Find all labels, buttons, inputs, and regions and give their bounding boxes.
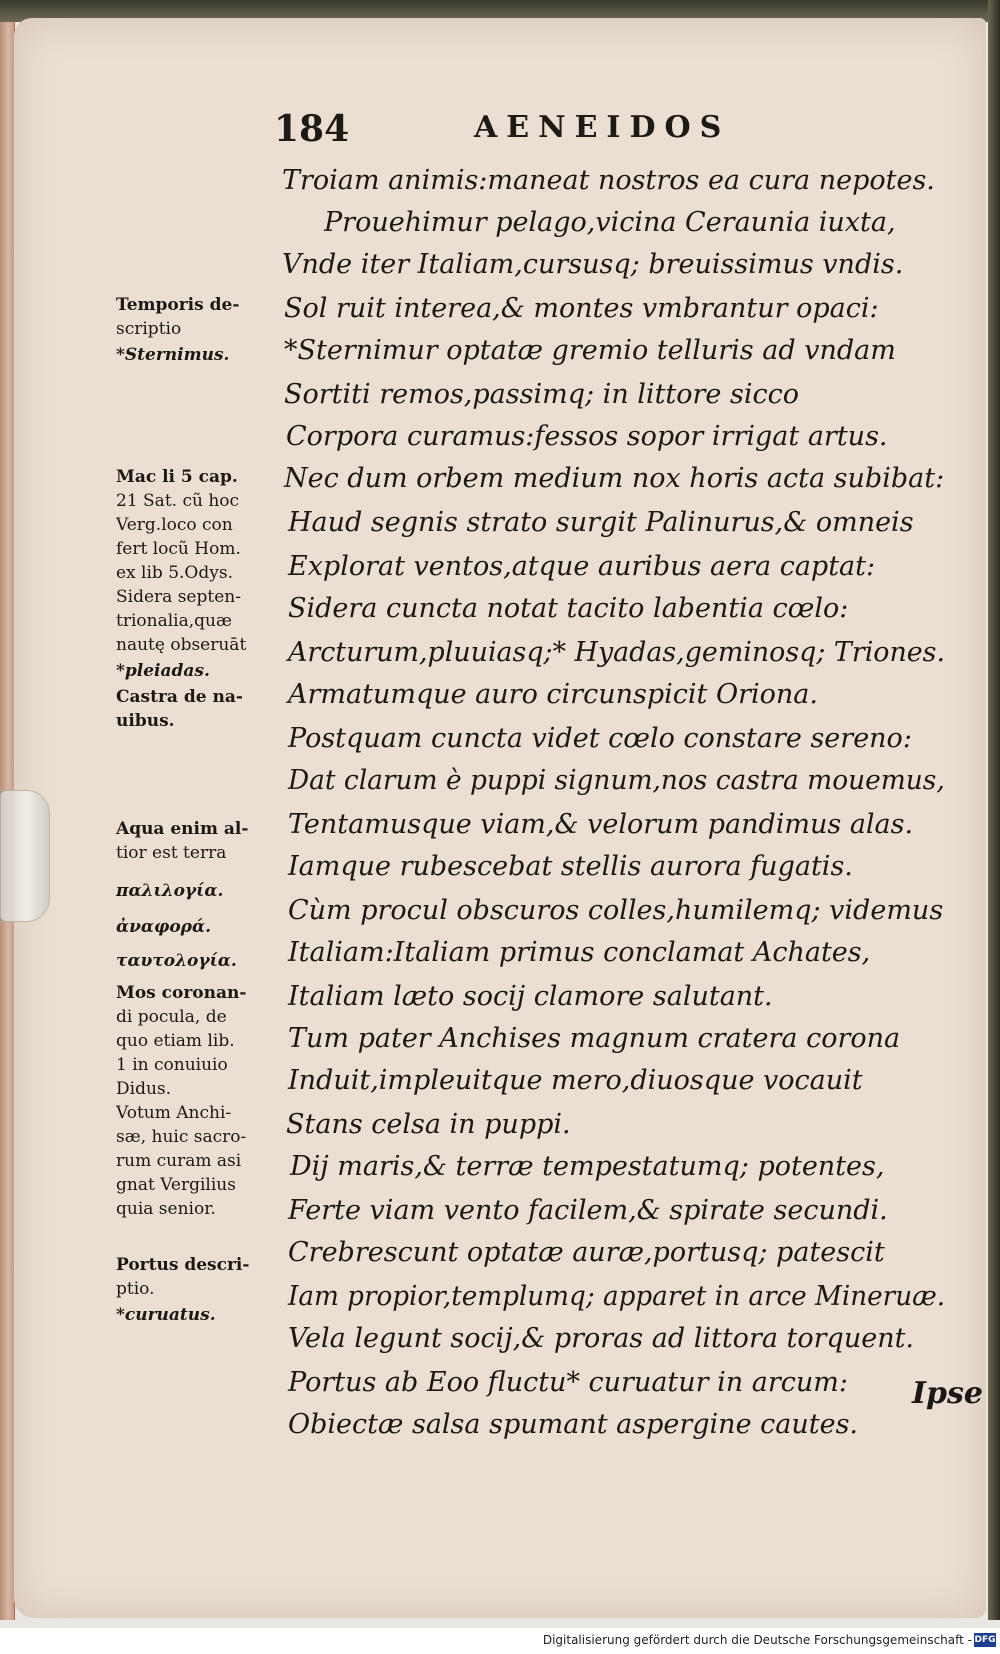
verse-line: Arcturum,pluuiasq;* Hyadas,geminosq; Triones.: [288, 637, 945, 668]
page-header: [0, 108, 1000, 158]
margin-note: ex lib 5.Odys.: [116, 563, 233, 583]
margin-note: sæ, huic sacro-: [116, 1127, 247, 1147]
verse-line: Corpora curamus:fessos sopor irrigat artus.: [286, 421, 888, 452]
margin-note: nautę obseruāt: [116, 635, 247, 655]
verse-line: Vnde iter Italiam,cursusq; breuissimus vndis.: [282, 249, 904, 280]
margin-note: fert locũ Hom.: [116, 539, 241, 559]
margin-note: Aqua enim al-: [116, 819, 249, 839]
verse-line: *Sternimur optatæ gremio telluris ad vndam: [284, 335, 896, 366]
margin-note: 21 Sat. cũ hoc: [116, 491, 240, 511]
verse-line: Obiectæ salsa spumant aspergine cautes.: [288, 1409, 859, 1440]
verse-line: Sortiti remos,passimq; in littore sicco: [284, 379, 799, 410]
verse-line: Iam propior,templumq; apparet in arce Mineruæ.: [288, 1281, 946, 1312]
margin-note: Verg.loco con: [116, 515, 233, 535]
verse-line: Prouehimur pelago,vicina Ceraunia iuxta,: [324, 207, 896, 238]
margin-note: *Sternimus.: [116, 345, 230, 365]
verse-line: Sol ruit interea,& montes vmbrantur opaci:: [284, 293, 879, 324]
margin-note: Portus descri-: [116, 1255, 250, 1275]
verse-line: Dat clarum è puppi signum,nos castra mouemus,: [288, 765, 945, 796]
margin-note: *pleiadas.: [116, 661, 210, 681]
page-number: 184: [274, 108, 350, 150]
verse-line: Crebrescunt optatæ auræ,portusq; patescit: [288, 1237, 885, 1268]
margin-note: rum curam asi: [116, 1151, 242, 1171]
margin-note: ἀναφορά.: [116, 917, 211, 937]
margin-note: Sidera septen-: [116, 587, 241, 607]
margin-note: ταυτολογία.: [116, 951, 237, 971]
verse-line: Cùm procul obscuros colles,humilemq; videmus: [288, 895, 944, 926]
verse-line: Stans celsa in puppi.: [286, 1109, 571, 1140]
margin-note: Didus.: [116, 1079, 172, 1099]
verse-line: Induit,impleuitque mero,diuosque vocauit: [288, 1065, 863, 1096]
margin-note: trionalia,quæ: [116, 611, 232, 631]
verse-line: Tentamusque viam,& velorum pandimus alas.: [288, 809, 914, 840]
verse-line: Sidera cuncta notat tacito labentia cœlo:: [288, 593, 849, 624]
margin-note: tior est terra: [116, 843, 227, 863]
margin-note: scriptio: [116, 319, 182, 339]
margin-note: *curuatus.: [116, 1305, 216, 1325]
margin-note: 1 in conuiuio: [116, 1055, 228, 1075]
verse-line: Iamque rubescebat stellis aurora fugatis.: [288, 851, 853, 882]
verse-line: Tum pater Anchises magnum cratera corona: [288, 1023, 901, 1054]
margin-note: gnat Vergilius: [116, 1175, 236, 1195]
margin-note: di pocula, de: [116, 1007, 227, 1027]
running-head: AENEIDOS: [474, 110, 731, 145]
dfg-logo: DFG: [974, 1635, 996, 1645]
margin-note: Mos coronan-: [116, 983, 247, 1003]
verse-line: Postquam cuncta videt cœlo constare sereno:: [288, 723, 912, 754]
verse-line: Ferte viam vento facilem,& spirate secundi.: [288, 1195, 888, 1226]
verse-line: Nec dum orbem medium nox horis acta subibat:: [284, 463, 945, 494]
margin-note: uibus.: [116, 711, 175, 731]
margin-note: Mac li 5 cap.: [116, 467, 238, 487]
verse-line: Vela legunt socij,& proras ad littora torquent.: [288, 1323, 915, 1354]
margin-note: Votum Anchi-: [116, 1103, 232, 1123]
credit-text: Digitalisierung gefördert durch die Deutsche Forschungsgemeinschaft -: [542, 1633, 972, 1647]
margin-note: Temporis de-: [116, 295, 240, 315]
margin-note: Castra de na-: [116, 687, 243, 707]
margin-note: ptio.: [116, 1279, 155, 1299]
digitization-credit-bar: [0, 1628, 1000, 1654]
margin-note: quo etiam lib.: [116, 1031, 235, 1051]
verse-line: Dij maris,& terræ tempestatumq; potentes,: [290, 1151, 885, 1182]
verse-line: Italiam:Italiam primus conclamat Achates,: [288, 937, 871, 968]
margin-note: παλιλογία.: [116, 881, 224, 901]
verse-line: Haud segnis strato surgit Palinurus,& omneis: [288, 507, 914, 538]
margin-note: quia senior.: [116, 1199, 216, 1219]
verse-line: Explorat ventos,atque auribus aera captat:: [288, 551, 876, 582]
verse-line: Armatumque auro circunspicit Oriona.: [288, 679, 818, 710]
verse-line: Troiam animis:maneat nostros ea cura nepotes.: [282, 165, 935, 196]
verse-line: Italiam læto socij clamore salutant.: [288, 981, 773, 1012]
verse-line: Portus ab Eoo fluctu* curuatur in arcum:: [288, 1367, 848, 1398]
catchword: Ipse: [912, 1376, 983, 1411]
